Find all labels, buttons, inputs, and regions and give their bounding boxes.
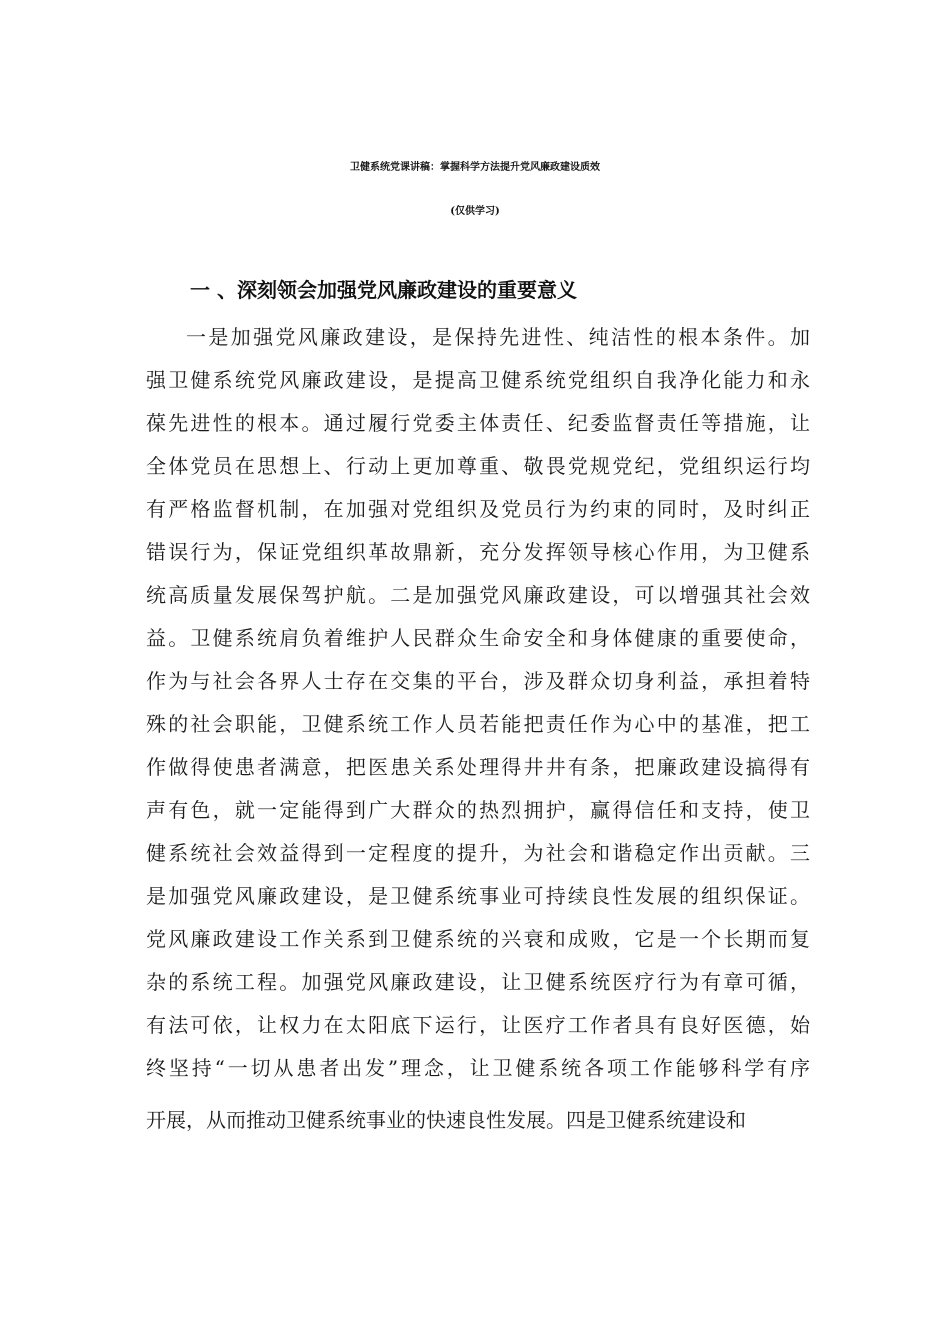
paragraph-line: 终坚持“一切从患者出发”理念，让卫健系统各项工作能够科学有序 (146, 1056, 810, 1080)
section-heading: 一 、深刻领会加强党风廉政建设的重要意义 (190, 278, 577, 302)
document-title: 卫健系统党课讲稿：掌握科学方法提升党风廉政建设质效 (350, 162, 600, 173)
paragraph-line: 健系统社会效益得到一定程度的提升，为社会和谐稳定作出贡献。三 (146, 841, 810, 865)
paragraph-line: 开展，从而推动卫健系统事业的快速良性发展。四是卫健系统建设和 (146, 1108, 746, 1132)
paragraph-line: 益。卫健系统肩负着维护人民群众生命安全和身体健康的重要使命， (146, 626, 810, 650)
paragraph-line: 有严格监督机制，在加强对党组织及党员行为约束的同时，及时纠正 (146, 497, 810, 521)
paragraph-line: 有法可依，让权力在太阳底下运行，让医疗工作者具有良好医德，始 (146, 1013, 810, 1037)
paragraph-line: 作做得使患者满意，把医患关系处理得井井有条，把廉政建设搞得有 (146, 755, 810, 779)
paragraph-line: 一是加强党风廉政建设，是保持先进性、纯洁性的根本条件。加 (186, 325, 810, 349)
paragraph-line: 是加强党风廉政建设，是卫健系统事业可持续良性发展的组织保证。 (146, 884, 810, 908)
paragraph-line: 错误行为，保证党组织革故鼎新，充分发挥领导核心作用，为卫健系 (146, 540, 810, 564)
paragraph-line: 强卫健系统党风廉政建设，是提高卫健系统党组织自我净化能力和永 (146, 368, 810, 392)
paragraph-line: 葆先进性的根本。通过履行党委主体责任、纪委监督责任等措施，让 (146, 411, 810, 435)
paragraph-line: 统高质量发展保驾护航。二是加强党风廉政建设，可以增强其社会效 (146, 583, 810, 607)
paragraph-line: 作为与社会各界人士存在交集的平台，涉及群众切身利益，承担着特 (146, 669, 810, 693)
paragraph-line: 声有色，就一定能得到广大群众的热烈拥护，赢得信任和支持，使卫 (146, 798, 810, 822)
document-subtitle: (仅供学习) (450, 206, 500, 217)
paragraph-line: 全体党员在思想上、行动上更加尊重、敬畏党规党纪，党组织运行均 (146, 454, 810, 478)
paragraph-line: 殊的社会职能，卫健系统工作人员若能把责任作为心中的基准，把工 (146, 712, 810, 736)
paragraph-line: 党风廉政建设工作关系到卫健系统的兴衰和成败，它是一个长期而复 (146, 927, 810, 951)
paragraph-line: 杂的系统工程。加强党风廉政建设，让卫健系统医疗行为有章可循， (146, 970, 810, 994)
